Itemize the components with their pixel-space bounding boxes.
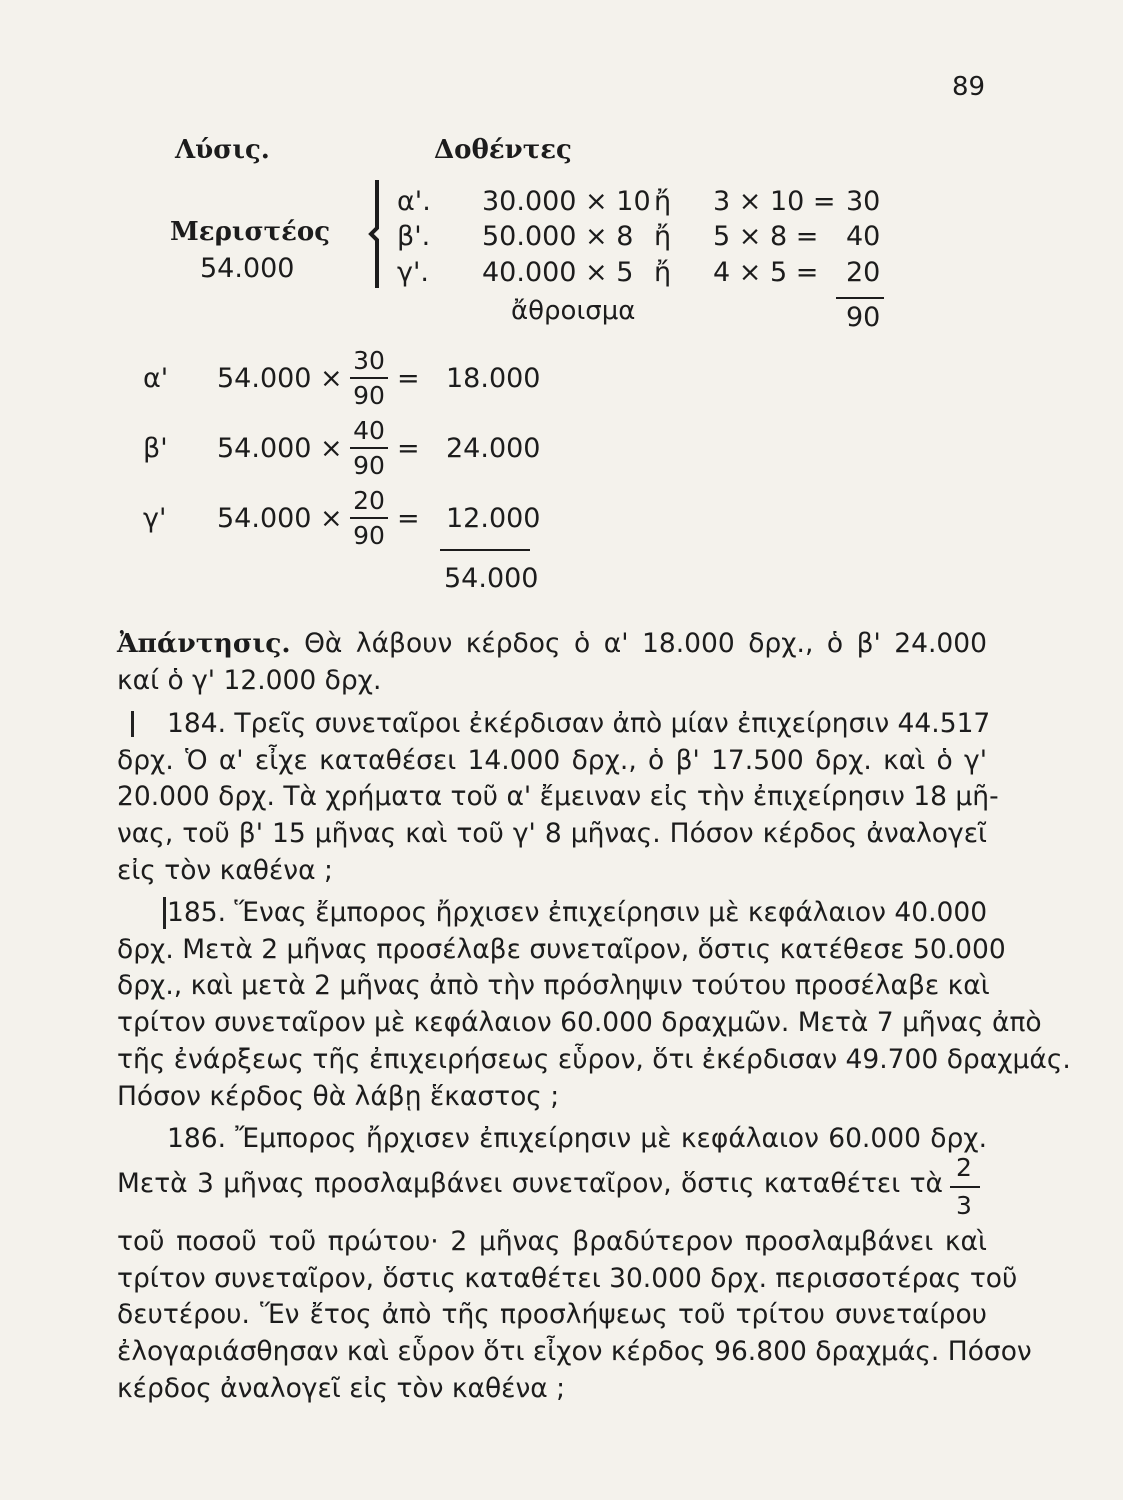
sum-rule [836, 297, 884, 299]
text-line: 184. Τρεῖς συνεταῖροι ἐκέρδισαν ἀπὸ μίαν ἐπιχείρησιν 44.517 [167, 708, 991, 739]
calc-denominator: 90 [353, 521, 385, 550]
brace-icon [368, 178, 392, 290]
problem-186-rest [117, 1224, 1032, 1408]
row-label: α'. [397, 186, 431, 217]
calc-result: 12.000 [446, 503, 541, 534]
problem-184 [117, 706, 999, 890]
row-simplified: 3 × 10 = [713, 186, 836, 217]
solution-heading: Λύσις. [175, 135, 270, 165]
givens-heading: Δοθέντες [434, 135, 572, 165]
text-line: Πόσον κέρδος θὰ λάβῃ ἕκαστος ; [117, 1080, 560, 1112]
row-result: 40 [846, 221, 881, 252]
row-expr: 40.000 × 5 [482, 257, 634, 288]
page-number: 89 [952, 72, 986, 102]
row-expr: 30.000 × 10 [482, 186, 651, 217]
fraction-denominator: 3 [956, 1191, 972, 1220]
problem-186 [117, 1121, 987, 1158]
text-line: τρίτον συνεταῖρον μὲ κεφάλαιον 60.000 δραχμῶν. Μετὰ 7 μῆνας ἀπὸ [117, 1007, 1042, 1039]
sum-label: ἄθροισμα [511, 296, 636, 326]
sum-value: 90 [846, 302, 881, 333]
row-result: 20 [846, 257, 881, 288]
fraction-bar [350, 447, 388, 449]
fraction-bar [350, 377, 388, 379]
text-line: τῆς ἐνάρξεως τῆς ἐπιχειρήσεως εὗρον, ὅτι ἐκέρδισαν 49.700 δραχμάς. [117, 1043, 1071, 1075]
calc-denominator: 90 [353, 381, 385, 410]
divisible-value: 54.000 [200, 253, 295, 284]
text-line: δρχ., καὶ μετὰ 2 μῆνας ἀπὸ τὴν πρόσληψιν τούτου προσέλαβε καὶ [117, 970, 990, 1002]
text-line: κέρδος ἀναλογεῖ εἰς τὸν καθένα ; [117, 1372, 566, 1404]
text-line: 20.000 δρχ. Τὰ χρήματα τοῦ α' ἔμειναν εἰς τὴν ἐπιχείρησιν 18 μῆ- [117, 781, 999, 813]
fraction-numerator: 2 [956, 1153, 972, 1182]
row-or: ἤ [654, 221, 672, 252]
row-label: β'. [397, 221, 431, 252]
answer-line: Θὰ λάβουν κέρδος ὁ α' 18.000 δρχ., ὁ β' 24.000 [304, 628, 987, 659]
fraction-bar [350, 517, 388, 519]
calc-numerator: 20 [353, 486, 385, 515]
calc-equals: = [397, 363, 420, 394]
text-line: τρίτον συνεταῖρον, ὅστις καταθέτει 30.000 δρχ. περισσοτέρας τοῦ [117, 1262, 1018, 1294]
text-line: εἰς τὸν καθένα ; [117, 854, 333, 886]
answer-label: Ἀπάντησις. [117, 628, 291, 659]
row-simplified: 4 × 5 = [713, 257, 819, 288]
calc-label: α' [143, 363, 169, 394]
calc-equals: = [397, 433, 420, 464]
total-value: 54.000 [444, 563, 539, 594]
row-expr: 50.000 × 8 [482, 221, 634, 252]
text-line: δρχ. Ὁ α' εἶχε καταθέσει 14.000 δρχ., ὁ β' 17.500 δρχ. καὶ ὁ γ' [117, 744, 987, 776]
text-line: δευτέρου. Ἕν ἔτος ἀπὸ τῆς προσλήψεως τοῦ τρίτου συνεταίρου [117, 1299, 987, 1331]
divisible-label: Μεριστέος [170, 217, 331, 247]
row-or: ἤ [654, 186, 672, 217]
calc-equals: = [397, 503, 420, 534]
calc-amount: 54.000 × [217, 363, 343, 394]
fraction-bar [950, 1186, 980, 1188]
answer-line: καί ὁ γ' 12.000 δρχ. [117, 664, 382, 696]
text-line: 185. Ἕνας ἔμπορος ἤρχισεν ἐπιχείρησιν μὲ κεφάλαιον 40.000 [167, 897, 988, 928]
calc-label: β' [143, 433, 168, 464]
calc-amount: 54.000 × [217, 503, 343, 534]
text-line: ἐλογαριάσθησαν καὶ εὗρον ὅτι εἶχον κέρδος 96.800 δραχμάς. Πόσον [117, 1336, 1032, 1368]
text-line: τοῦ ποσοῦ τοῦ πρώτου· 2 μῆνας βραδύτερον προσλαμβάνει καὶ [117, 1226, 987, 1257]
calc-result: 18.000 [446, 363, 541, 394]
text-line: Μετὰ 3 μῆνας προσλαμβάνει συνεταῖρον, ὅστις καταθέτει τὰ [117, 1168, 943, 1199]
row-result: 30 [846, 186, 881, 217]
calc-denominator: 90 [353, 451, 385, 480]
text-line: νας, τοῦ β' 15 μῆνας καὶ τοῦ γ' 8 μῆνας. Πόσον κέρδος ἀναλογεῖ [117, 818, 987, 850]
row-or: ἤ [654, 257, 672, 288]
problem-185 [117, 895, 1071, 1115]
calc-numerator: 30 [353, 346, 385, 375]
total-rule [440, 549, 530, 551]
calc-amount: 54.000 × [217, 433, 343, 464]
row-simplified: 5 × 8 = [713, 221, 819, 252]
calc-numerator: 40 [353, 416, 385, 445]
text-line: 186. Ἔμπορος ἤρχισεν ἐπιχείρησιν μὲ κεφάλαιον 60.000 δρχ. [167, 1123, 987, 1154]
answer-paragraph [117, 626, 987, 699]
calc-label: γ' [143, 503, 167, 534]
text-line: δρχ. Μετὰ 2 μῆνας προσέλαβε συνεταῖρον, ὅστις κατέθεσε 50.000 [117, 933, 1006, 965]
row-label: γ'. [397, 257, 429, 288]
calc-result: 24.000 [446, 433, 541, 464]
